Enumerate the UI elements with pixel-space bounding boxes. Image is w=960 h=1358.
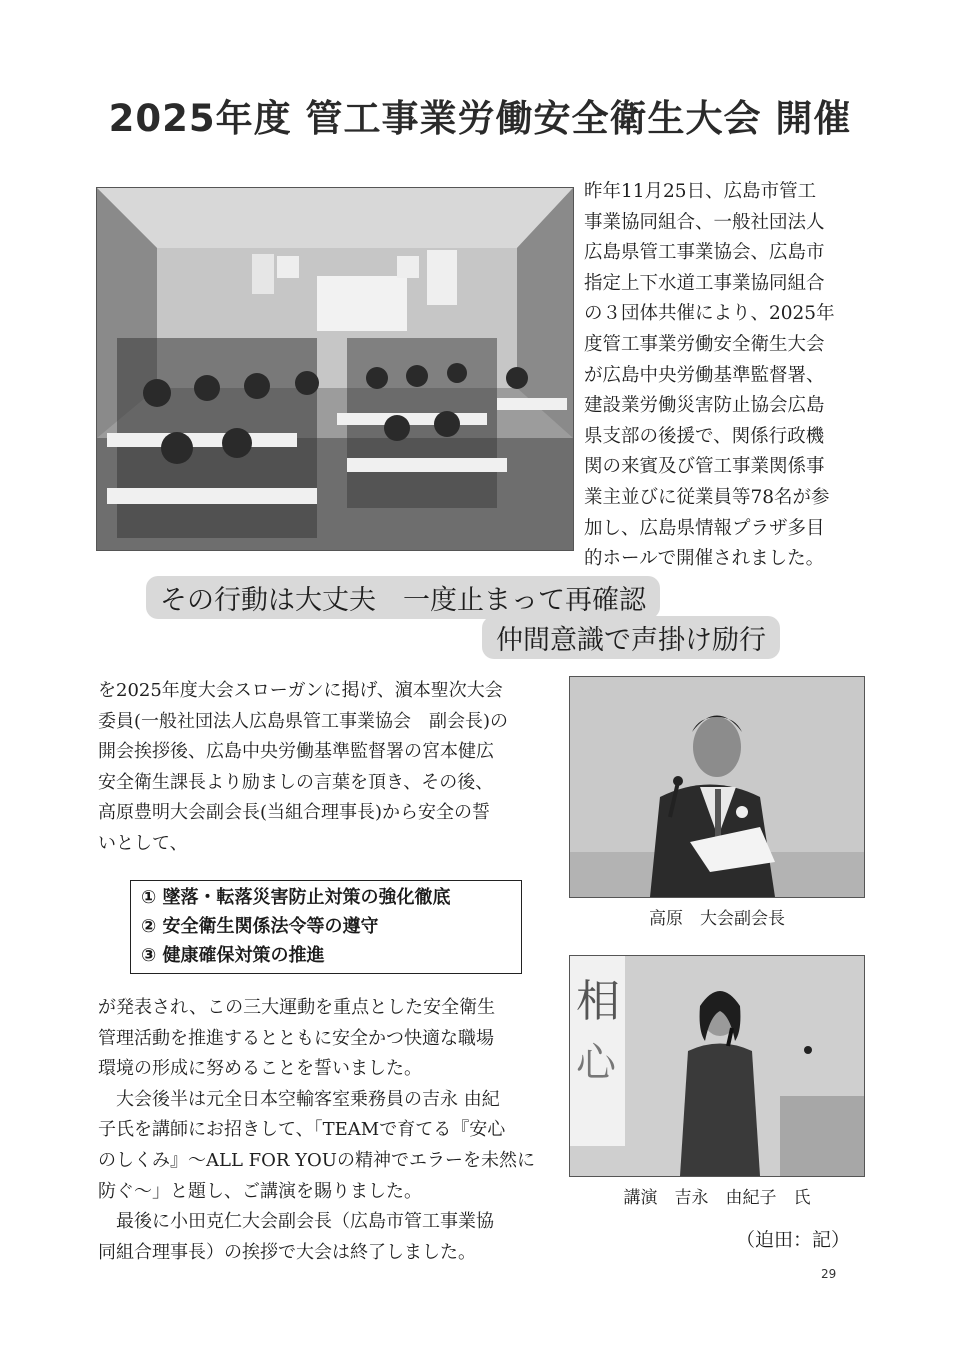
intro-line: 度管工事業労働安全衛生大会 xyxy=(584,333,825,355)
body-line: 管理活動を推進するとともに安全かつ快適な職場 xyxy=(98,1027,494,1049)
pledges-box xyxy=(130,880,522,974)
body-paragraph-1 xyxy=(98,676,508,860)
slogan-line-2: 仲間意識で声掛け励行 xyxy=(482,616,780,659)
slogan-line-1: その行動は大丈夫 一度止まって再確認 xyxy=(146,576,660,619)
svg-text:心: 心 xyxy=(576,1040,616,1086)
pledge-item: ① 墜落・転落災害防止対策の強化徹底 xyxy=(141,887,451,908)
pledge-item: ③ 健康確保対策の推進 xyxy=(141,945,325,966)
photo2-caption: 高原 大会副会長 xyxy=(649,909,785,929)
body-line: 最後に小田克仁大会副会長（広島市管工事業協 xyxy=(98,1211,494,1233)
intro-line: 加し、広島県情報プラザ多目 xyxy=(584,517,825,539)
page-number: 29 xyxy=(821,1267,837,1281)
vice-chairman-photo xyxy=(569,676,865,898)
intro-line: 関の来賓及び管工事業関係事 xyxy=(584,456,825,478)
page-title: 2025年度 管工事業労働安全衛生大会 開催 xyxy=(108,97,852,140)
photo3-caption: 講演 吉永 由紀子 氏 xyxy=(623,1188,811,1208)
intro-line: 建設業労働災害防止協会広島 xyxy=(584,395,825,417)
body-line: 安全衛生課長より励ましの言葉を頂き、その後、 xyxy=(98,771,494,793)
body-line: 高原豊明大会副会長(当組合理事長)から安全の誓 xyxy=(98,802,491,824)
body-line: 同組合理事長）の挨拶で大会は終了しました。 xyxy=(98,1241,476,1263)
svg-text:相: 相 xyxy=(576,976,620,1027)
body-paragraph-2 xyxy=(98,993,535,1268)
intro-line: 県支部の後援で、関係行政機 xyxy=(584,425,825,447)
body-line: が発表され、この三大運動を重点とした安全衛生 xyxy=(98,997,496,1018)
intro-line: が広島中央労働基準監督署、 xyxy=(584,364,825,386)
author-signature: （迫田：記） xyxy=(736,1229,851,1251)
intro-line: 業主並びに従業員等78名が参 xyxy=(584,486,830,508)
body-line: 子氏を講師にお招きして、「TEAMで育てる『安心 xyxy=(98,1119,506,1141)
lecturer-photo xyxy=(569,955,865,1177)
conference-hall-photo xyxy=(96,187,574,551)
body-line: を2025年度大会スローガンに掲げ、濵本聖次大会 xyxy=(98,680,503,701)
body-line: 防ぐ～」と題し、ご講演を賜りました。 xyxy=(98,1180,422,1202)
intro-line: 事業協同組合、一般社団法人 xyxy=(584,211,825,233)
intro-paragraph xyxy=(584,177,835,575)
intro-line: 昨年11月25日、広島市管工 xyxy=(584,181,817,202)
body-line: のしくみ』～ALL FOR YOUの精神でエラーを未然に xyxy=(98,1149,535,1171)
intro-line: 指定上下水道工事業協同組合 xyxy=(584,272,825,294)
intro-line: 広島県管工事業協会、広島市 xyxy=(584,242,825,264)
intro-line: の３団体共催により、2025年 xyxy=(584,303,835,325)
body-line: 開会挨拶後、広島中央労働基準監督署の宮本健広 xyxy=(98,741,494,763)
body-line: 環境の形成に努めることを誓いました。 xyxy=(98,1058,422,1080)
body-line: 大会後半は元全日本空輸客室乗務員の吉永 由紀 xyxy=(98,1088,500,1110)
body-line: いとして、 xyxy=(98,832,188,854)
pledge-item: ② 安全衛生関係法令等の遵守 xyxy=(141,916,379,937)
body-line: 委員(一般社団法人広島県管工事業協会 副会長)の xyxy=(98,710,509,732)
intro-line: 的ホールで開催されました。 xyxy=(584,548,825,570)
